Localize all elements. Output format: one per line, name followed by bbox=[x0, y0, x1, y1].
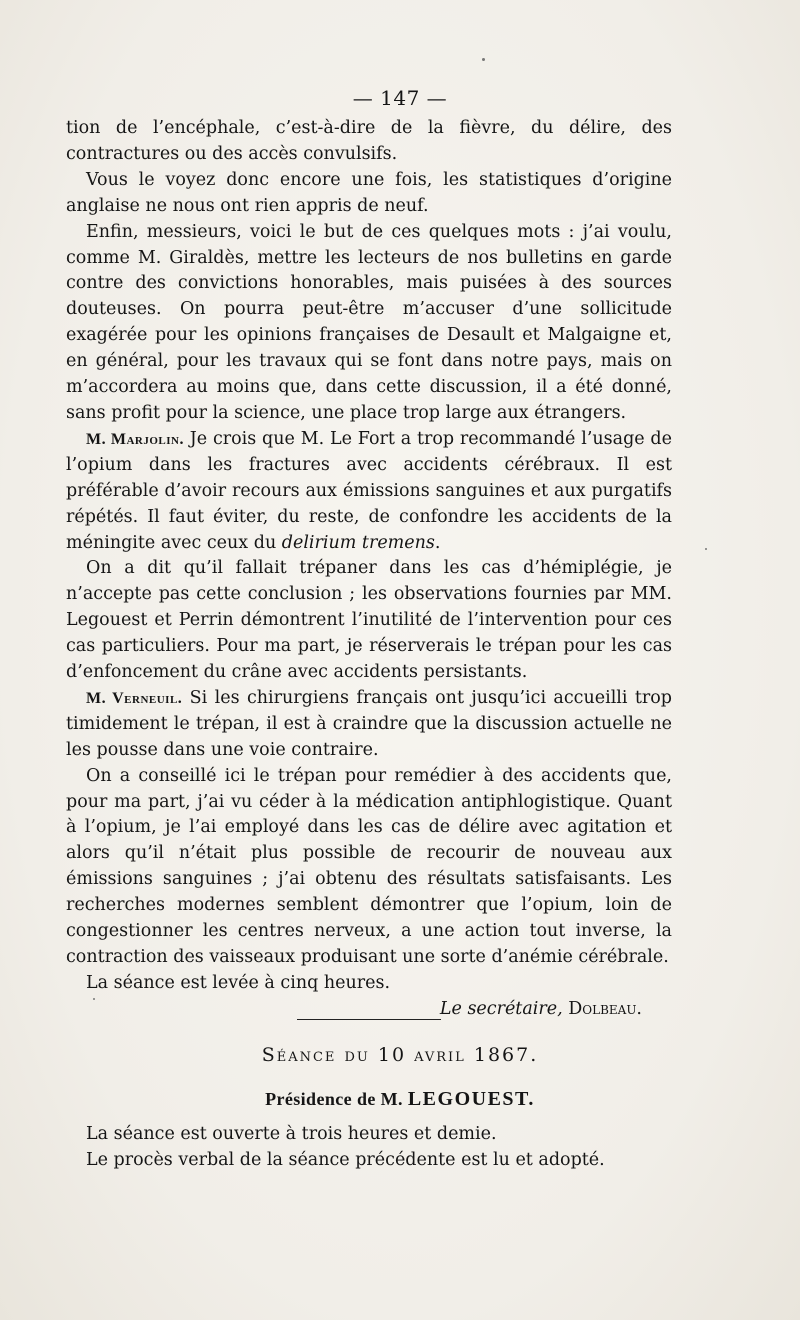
session-day: 10 bbox=[377, 1044, 407, 1066]
speaker-marjolin: M. Marjolin. bbox=[86, 430, 184, 448]
paragraph-trepaner: On a dit qu’il fallait trépaner dans les cas d’hémiplégie, je n’accepte pas cette conclusion ; les observations fournies par MM. Legouest et Perrin démontrent l’inutilité de l’intervention pour ces cas particuliers. Pour ma part, je réserverais le trépan pour les cas d’enfoncement du crâne avec accidents persistants. bbox=[66, 558, 672, 683]
paper-speck bbox=[482, 58, 485, 61]
presidence-label: Présidence de M. bbox=[265, 1089, 403, 1109]
session-month: avril bbox=[414, 1044, 466, 1066]
marjolin-text-end: . bbox=[434, 532, 441, 553]
closing-line-opening: La séance est ouverte à trois heures et demie. bbox=[86, 1124, 497, 1144]
paragraph-levee: La séance est levée à cinq heures. bbox=[86, 972, 391, 993]
closing-text bbox=[86, 1122, 672, 1174]
paragraph-continuation: tion de l’encéphale, c’est-à-dire de la fièvre, du délire, des contractures ou des accès convulsifs. bbox=[66, 118, 672, 164]
session-prefix: Séance du bbox=[261, 1044, 370, 1066]
section-divider bbox=[297, 1019, 441, 1020]
presidence-name: LEGOUEST. bbox=[407, 1088, 535, 1110]
paragraph-statistics: Vous le voyez donc encore une fois, les statistiques d’origine anglaise ne nous ont rien appris de neuf. bbox=[66, 169, 672, 216]
paragraph-conclusion: Enfin, messieurs, voici le but de ces quelques mots : j’ai voulu, comme M. Giraldès, mettre les lecteurs de nos bulletins en garde contre des convictions honorables, mais puisées à des sources douteuses. On pourra peut-être m’accuser d’une sollicitude exagérée pour les opinions françaises de Desault et Malgaigne et, en général, pour les travaux qui se font dans notre pays, mais on m’accordera au moins que, dans cette discussion, il a été donné, sans profit pour la science, une place trop large aux étrangers. bbox=[66, 221, 672, 423]
presidence-heading bbox=[0, 1088, 800, 1111]
marjolin-text: Je crois que M. Le Fort a trop recommandé l’usage de l’opium dans les fractures avec accidents cérébraux. Il est préférable d’avoir recours aux émissions sanguines et aux purgatifs répétés. Il faut éviter, du reste, de confondre les accidents de la méningite avec ceux du bbox=[66, 428, 672, 553]
paragraph-opium: On a conseillé ici le trépan pour remédier à des accidents que, pour ma part, j’ai vu céder à la médication antiphlogistique. Quant à l’opium, je l’ai employé dans les cas de délire avec agitation et alors qu’il n’était plus possible de recourir de nouveau aux émissions sanguines ; j’ai obtenu des résultats satisfaisants. Les recherches modernes semblent démontrer que l’opium, loin de congestionner les centres nerveux, a une action tout inverse, la contraction des vaisseaux produisant une sorte d’anémie cérébrale. bbox=[66, 765, 672, 967]
page-number: — 147 — bbox=[352, 86, 448, 110]
paragraph-verneuil bbox=[66, 686, 672, 764]
verneuil-text: Si les chirurgiens français ont jusqu’ici accueilli trop timidement le trépan, il est à craindre que la discussion actuelle ne les pousse dans une voie contraire. bbox=[66, 687, 672, 760]
speaker-verneuil: M. Verneuil. bbox=[86, 689, 183, 707]
paper-speck bbox=[93, 998, 95, 1000]
signature-role: Le secrétaire, bbox=[439, 998, 563, 1019]
closing-line-minutes: Le procès verbal de la séance précédente est lu et adopté. bbox=[86, 1149, 605, 1170]
marjolin-italic-term: delirium tremens bbox=[281, 532, 435, 553]
paragraph-marjolin bbox=[66, 427, 672, 557]
session-heading bbox=[0, 1044, 800, 1066]
main-text bbox=[66, 116, 672, 1023]
signature-name: Dolbeau. bbox=[568, 998, 642, 1019]
session-year: 1867. bbox=[473, 1044, 539, 1066]
paper-speck bbox=[705, 548, 707, 550]
